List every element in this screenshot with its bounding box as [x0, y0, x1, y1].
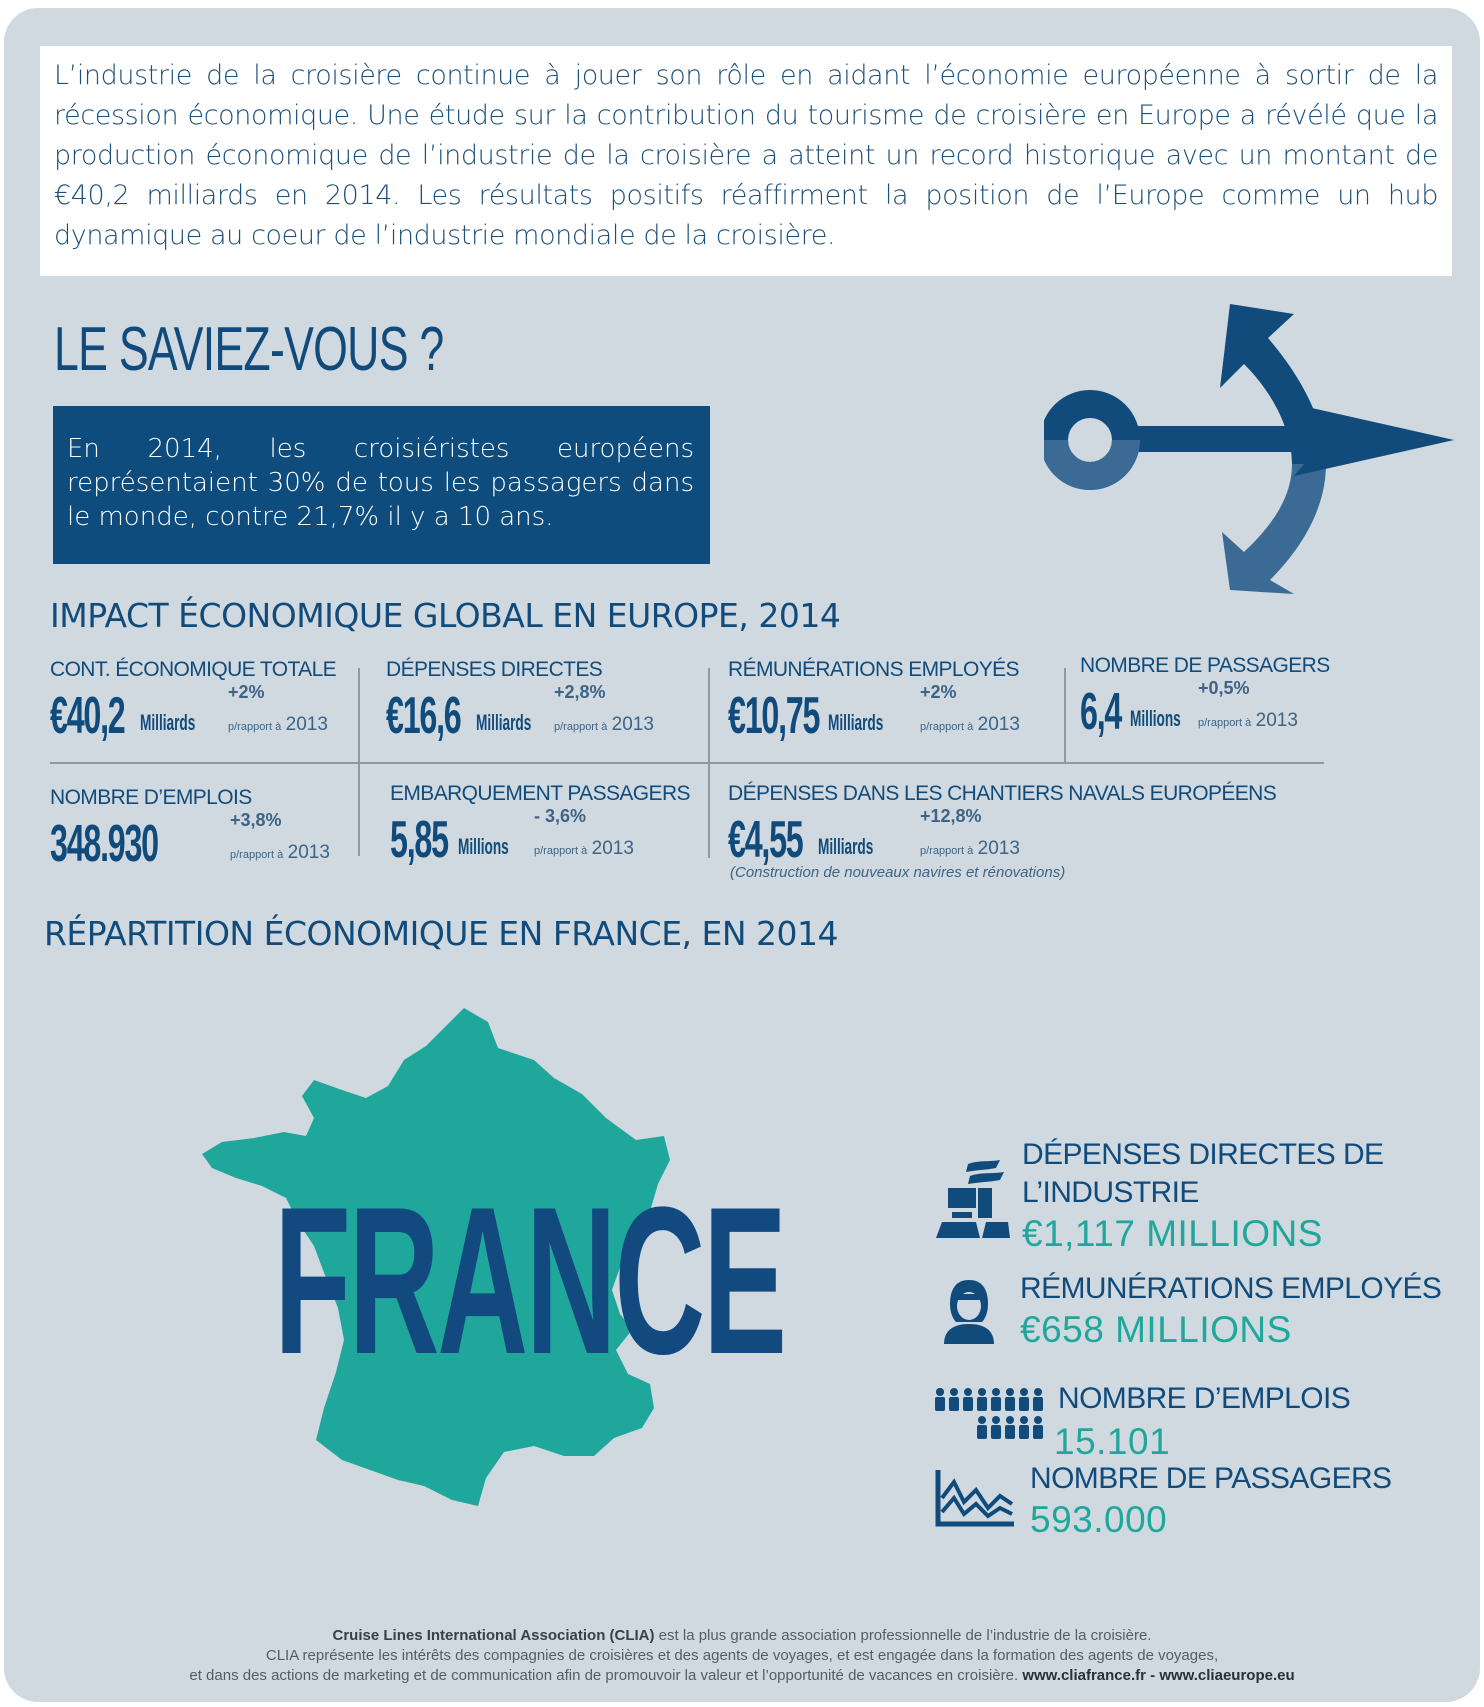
infographic-card: [4, 8, 1480, 1702]
item-label: RÉMUNÉRATIONS EMPLOYÉS: [1020, 1272, 1442, 1305]
stat-change: +3,8%: [230, 810, 282, 830]
footer-line2: CLIA représente les intérêts des compagnies de croisières et des agents de voyages, et est engagée dans la formation des agents de voyages,: [265, 1647, 1219, 1664]
people-icon: [934, 1388, 1046, 1440]
france-title: RÉPARTITION ÉCONOMIQUE EN FRANCE, EN 2014: [44, 914, 839, 953]
stat-unit: Milliards: [818, 834, 874, 859]
stat-reference: p/rapport à 2013: [534, 838, 634, 859]
footer-links[interactable]: www.cliafrance.fr - www.cliaeurope.eu: [1022, 1667, 1295, 1684]
france-jobs-value: [1054, 1420, 1170, 1464]
france-employee-compensation: [1020, 1270, 1441, 1352]
france-direct-spending: [1022, 1136, 1383, 1256]
footer: [4, 1626, 1480, 1686]
europe-title: IMPACT ÉCONOMIQUE GLOBAL EN EUROPE, 2014: [50, 596, 841, 635]
divider: [358, 764, 360, 856]
shipyard-note: (Construction de nouveaux navires et rénovations): [730, 864, 1066, 881]
chart-icon: [934, 1468, 1016, 1528]
stat-unit: Milliards: [476, 710, 532, 735]
footer-org: Cruise Lines International Association (CLIA): [332, 1627, 655, 1644]
divider: [1064, 668, 1066, 762]
stat-reference: p/rapport à 2013: [920, 714, 1020, 735]
france-passengers: [1030, 1460, 1391, 1542]
item-value: 15.101: [1054, 1421, 1171, 1462]
france-jobs-label: [1058, 1380, 1350, 1418]
stat-value: 348.930: [50, 815, 158, 873]
stat-reference: p/rapport à 2013: [1198, 710, 1298, 731]
footer-line3: et dans des actions de marketing et de communication afin de promouvoir la valeur et l’opportunité de vacances en croisière. www.cliafrance.fr - www.cliaeurope.eu: [189, 1667, 1295, 1684]
stat-label: EMBARQUEMENT PASSAGERS: [390, 782, 690, 805]
saviez-text: En 2014, les croisiéristes européens représentaient 30% de tous les passagers dans le monde, contre 21,7% il y a 10 ans.: [67, 434, 694, 532]
item-label-line2: L’INDUSTRIE: [1022, 1176, 1199, 1209]
stat-label: DÉPENSES DIRECTES: [386, 658, 603, 681]
intro-box: [40, 46, 1452, 276]
france-map-label: FRANCE: [274, 1163, 785, 1398]
stat-change: +2,8%: [554, 682, 606, 702]
stat-label: NOMBRE D’EMPLOIS: [50, 786, 252, 809]
item-label: DÉPENSES DIRECTES DE: [1022, 1138, 1384, 1171]
footer-line1: Cruise Lines International Association (CLIA) est la plus grande association professionnelle de l’industrie de la croisière.: [332, 1627, 1152, 1644]
saviez-title: LE SAVIEZ-VOUS ?: [54, 315, 444, 384]
item-label: NOMBRE D’EMPLOIS: [1058, 1382, 1351, 1415]
divider: [358, 668, 360, 762]
stat-change: +2%: [228, 682, 265, 702]
employee-icon: [942, 1278, 996, 1344]
stat-label: DÉPENSES DANS LES CHANTIERS NAVALS EUROPÉENS: [728, 782, 1277, 805]
stat-value: €40,2: [50, 687, 125, 745]
stat-reference: p/rapport à 2013: [228, 714, 328, 735]
stat-reference: p/rapport à 2013: [230, 842, 330, 863]
stat-unit: Milliards: [140, 710, 196, 735]
stat-reference: p/rapport à 2013: [554, 714, 654, 735]
item-label: NOMBRE DE PASSAGERS: [1030, 1462, 1392, 1495]
divider: [50, 762, 1324, 764]
stat-unit: Milliards: [828, 710, 884, 735]
stat-unit: Millions: [458, 834, 509, 859]
anchor-icon: [1044, 304, 1464, 594]
stat-change: - 3,6%: [534, 806, 587, 826]
saviez-box: [53, 406, 710, 564]
stat-value: 5,85: [390, 811, 448, 869]
stat-value: €4,55: [728, 811, 803, 869]
stat-reference: p/rapport à 2013: [920, 838, 1020, 859]
stat-label: CONT. ÉCONOMIQUE TOTALE: [50, 658, 337, 681]
stat-label: NOMBRE DE PASSAGERS: [1080, 654, 1330, 677]
stat-change: +12,8%: [920, 806, 982, 826]
stat-value: 6,4: [1080, 683, 1122, 741]
stat-value: €16,6: [386, 687, 461, 745]
item-value: €658 MILLIONS: [1020, 1309, 1292, 1350]
stat-change: +0,5%: [1198, 678, 1250, 698]
stat-unit: Millions: [1130, 706, 1181, 731]
item-value: 593.000: [1030, 1499, 1168, 1540]
stat-change: +2%: [920, 682, 957, 702]
stat-value: €10,75: [728, 687, 820, 745]
stat-label: RÉMUNÉRATIONS EMPLOYÉS: [728, 658, 1019, 681]
intro-text: L’industrie de la croisière continue à jouer son rôle en aidant l’économie européenne à sortir de la récession économique. Une étude sur la contribution du tourisme de croisière en Europe a révélé que la production économique de l’industrie de la croisière a atteint un record historique avec un montant de €40,2 milliards en 2014. Les résultats positifs réaffirment la position de l’Europe comme un hub dynamique au coeur de l’industrie mondiale de la croisière.: [54, 60, 1438, 251]
industry-icon: [934, 1158, 1010, 1238]
item-value: €1,117 MILLIONS: [1022, 1213, 1323, 1254]
